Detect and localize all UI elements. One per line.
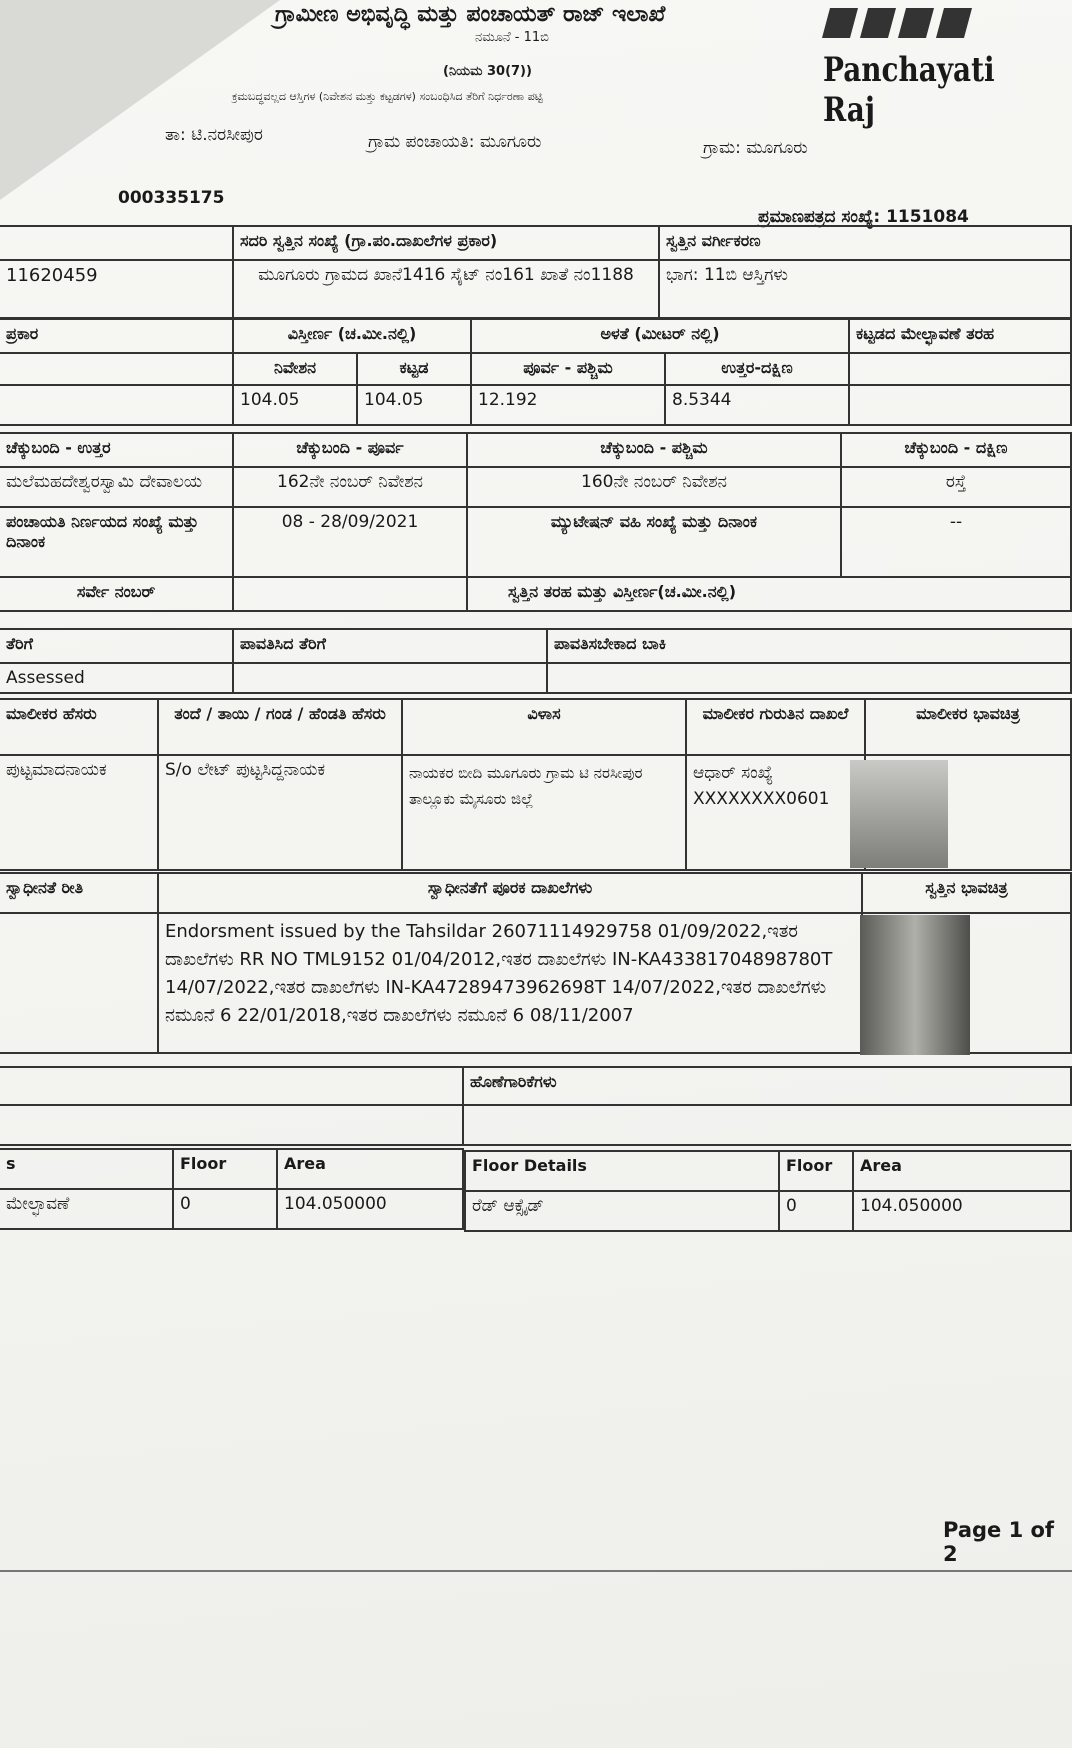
north-boundary: ಮಲೆಮಹದೇಶ್ವರಸ್ವಾಮಿ ದೇವಾಲಯ — [0, 467, 233, 507]
mutation-value: -- — [841, 507, 1071, 577]
property-number-value: ಮೂಗೂರು ಗ್ರಾಮದ ಖಾನೆ1416 ಸೈಟ್ ನಂ161 ಖಾತೆ ನಂ1188 — [233, 260, 659, 318]
property-details-table: ಸದರಿ ಸ್ವತ್ತಿನ ಸಂಖ್ಯೆ (ಗ್ರಾ.ಪಂ.ದಾಖಲೆಗಳ ಪ್ರಕಾರ) ಸ್ವತ್ತಿನ ವರ್ಗೀಕರಣ 11620459 ಮೂಗೂರು ಗ್ರಾಮದ ಖಾನೆ1416 ಸೈಟ್ ನಂ161 ಖಾತೆ ನಂ1188 ಭಾಗ: 11ಬಿ ಆಸ್ತಿಗಳು — [0, 225, 1072, 319]
north-south-dimension: 8.5344 — [665, 385, 849, 425]
owner-table: ಮಾಲೀಕರ ಹೆಸರು ತಂದೆ / ತಾಯಿ / ಗಂಡ / ಹೆಂಡತಿ ಹೆಸರು ವಿಳಾಸ ಮಾಲೀಕರ ಗುರುತಿನ ದಾಖಲೆ ಮಾಲೀಕರ ಭಾವಚಿತ್ರ ಪುಟ್ಟಮಾದನಾಯಕ S/o ಲೇಟ್ ಪುಟ್ಟಸಿದ್ದನಾಯಕ ನಾಯಕರ ಬೀದಿ ಮೂಗೂರು ಗ್ರಾಮ ಟಿ ನರಸೀಪುರ ತಾಲ್ಲೂಕು ಮೈಸೂರು ಜಿಲ್ಲೆ ಆಧಾರ್ ಸಂಖ್ಯೆ XXXXXXXX0601 — [0, 698, 1072, 871]
site-area: 104.05 — [233, 385, 357, 425]
owner-address: ನಾಯಕರ ಬೀದಿ ಮೂಗೂರು ಗ್ರಾಮ ಟಿ ನರಸೀಪುರ ತಾಲ್ಲೂಕು ಮೈಸೂರು ಜಿಲ್ಲೆ — [402, 755, 686, 870]
west-boundary: 160ನೇ ನಂಬರ್ ನಿವೇಶನ — [467, 467, 841, 507]
owner-id: ಆಧಾರ್ ಸಂಖ್ಯೆ XXXXXXXX0601 — [686, 755, 865, 870]
owner-name: ಪುಟ್ಟಮಾದನಾಯಕ — [0, 755, 158, 870]
liabilities-table: ಹೊಣೆಗಾರಿಕೆಗಳು — [0, 1066, 1072, 1146]
dimensions-table: ಪ್ರಕಾರ ವಿಸ್ತೀರ್ಣ (ಚ.ಮೀ.ನಲ್ಲಿ) ಅಳತೆ (ಮೀಟರ್ ನಲ್ಲಿ) ಕಟ್ಟಡದ ಮೇಲ್ಛಾವಣೆ ತರಹ ನಿವೇಶನ ಕಟ್ಟಡ ಪೂರ್ವ - ಪಶ್ಚಿಮ ಉತ್ತರ-ದಕ್ಷಿಣ 104.05 104.05 12.192 8.5344 — [0, 318, 1072, 426]
south-boundary: ರಸ್ತೆ — [841, 467, 1071, 507]
village-label: ಗ್ರಾಮ: ಮೂಗೂರು — [703, 138, 808, 158]
property-photo — [860, 915, 970, 1055]
taluk-label: ತಾ: ಟಿ.ನರಸೀಪುರ — [165, 125, 263, 145]
classification-value: ಭಾಗ: 11ಬಿ ಆಸ್ತಿಗಳು — [659, 260, 1071, 318]
gram-panchayat-label: ಗ್ರಾಮ ಪಂಚಾಯತಿ: ಮೂಗೂರು — [368, 132, 542, 152]
owner-parent: S/o ಲೇಟ್ ಪುಟ್ಟಸಿದ್ದನಾಯಕ — [158, 755, 402, 870]
department-title: ಗ್ರಾಮೀಣ ಅಭಿವೃದ್ಧಿ ಮತ್ತು ಪಂಚಾಯತ್ ರಾಜ್ ಇಲಾಖೆ — [275, 2, 666, 27]
floor-table-right: Floor Details Floor Area ರೆಡ್ ಆಕ್ಸೈಡ್ 0 104.050000 — [464, 1150, 1072, 1232]
boundaries-table: ಚೆಕ್ಕುಬಂದಿ - ಉತ್ತರ ಚೆಕ್ಕುಬಂದಿ - ಪೂರ್ವ ಚೆಕ್ಕುಬಂದಿ - ಪಶ್ಚಿಮ ಚೆಕ್ಕುಬಂದಿ - ದಕ್ಷಿಣ ಮಲೆಮಹದೇಶ್ವರಸ್ವಾಮಿ ದೇವಾಲಯ 162ನೇ ನಂಬರ್ ನಿವೇಶನ 160ನೇ ನಂಬರ್ ನಿವೇಶನ ರಸ್ತೆ ಪಂಚಾಯತಿ ನಿರ್ಣಯದ ಸಂಖ್ಯೆ ಮತ್ತು ದಿನಾಂಕ 08 - 28/09/2021 ಮ್ಯುಟೇಷನ್ ವಹಿ ಸಂಖ್ಯೆ ಮತ್ತು ದಿನಾಂಕ -- ಸರ್ವೇ ನಂಬರ್ ಸ್ವತ್ತಿನ ತರಹ ಮತ್ತು ವಿಸ್ತೀರ್ಣ(ಚ.ಮೀ.ನಲ್ಲಿ) — [0, 432, 1072, 612]
form-number: ನಮೂನೆ - 11ಬಿ — [475, 30, 549, 45]
owner-photo — [850, 760, 948, 868]
page-divider — [0, 1570, 1072, 1572]
tax-table: ತೆರಿಗೆ ಪಾವತಿಸಿದ ತೆರಿಗೆ ಪಾವತಿಸಬೇಕಾದ ಬಾಕಿ Assessed — [0, 628, 1072, 694]
panchayat-logo — [820, 0, 1000, 50]
rule-number: (ನಿಯಮ 30(7)) — [443, 64, 532, 79]
building-area: 104.05 — [357, 385, 471, 425]
form-subtitle: ಕ್ರಮಬದ್ಧವಲ್ಲದ ಆಸ್ತಿಗಳ (ನಿವೇಶನ ಮತ್ತು ಕಟ್ಟಡಗಳ) ಸಂಬಂಧಿಸಿದ ತೆರಿಗೆ ನಿರ್ಧರಣಾ ಪಟ್ಟಿ — [232, 90, 543, 103]
ownership-docs-table: ಸ್ವಾಧೀನತೆ ರೀತಿ ಸ್ವಾಧೀನತೆಗೆ ಪೂರಕ ದಾಖಲೆಗಳು ಸ್ವತ್ತಿನ ಭಾವಚಿತ್ರ Endorsment issued by the Tahsildar 26071114929758 01/09/2022,ಇತರ ದಾಖಲೆಗಳು RR NO TML9152 01/04/2012,ಇತರ ದಾಖಲೆಗಳು IN-KA43381704898780T 14/07/2022,ಇತರ ದಾಖಲೆಗಳು IN-KA47289473962698T 14/07/2022,ಇತರ ದಾಖಲೆಗಳು ನಮೂನೆ 6 22/01/2018,ಇತರ ದಾಖಲೆಗಳು ನಮೂನೆ 6 08/11/2007 — [0, 872, 1072, 1054]
ownership-documents: Endorsment issued by the Tahsildar 26071114929758 01/09/2022,ಇತರ ದಾಖಲೆಗಳು RR NO TML9152 01/04/2012,ಇತರ ದಾಖಲೆಗಳು IN-KA43381704898780T 14/07/2022,ಇತರ ದಾಖಲೆಗಳು IN-KA47289473962698T 14/07/2022,ಇತರ ದಾಖಲೆಗಳು ನಮೂನೆ 6 22/01/2018,ಇತರ ದಾಖಲೆಗಳು ನಮೂನೆ 6 08/11/2007 — [158, 913, 862, 1053]
certificate-number: ಪ್ರಮಾಣಪತ್ರದ ಸಂಖ್ಯೆ: 1151084 — [758, 207, 969, 227]
east-west-dimension: 12.192 — [471, 385, 665, 425]
property-id: 000335175 — [118, 188, 225, 208]
old-property-number: 11620459 — [0, 260, 233, 318]
page-number: Page 1 of 2 — [943, 1518, 1055, 1566]
resolution-value: 08 - 28/09/2021 — [233, 507, 467, 577]
floor-table-left: s Floor Area ಮೇಲ್ಛಾವಣೆ 0 104.050000 — [0, 1148, 464, 1230]
east-boundary: 162ನೇ ನಂಬರ್ ನಿವೇಶನ — [233, 467, 467, 507]
brand-name: Panchayati Raj — [823, 50, 995, 130]
